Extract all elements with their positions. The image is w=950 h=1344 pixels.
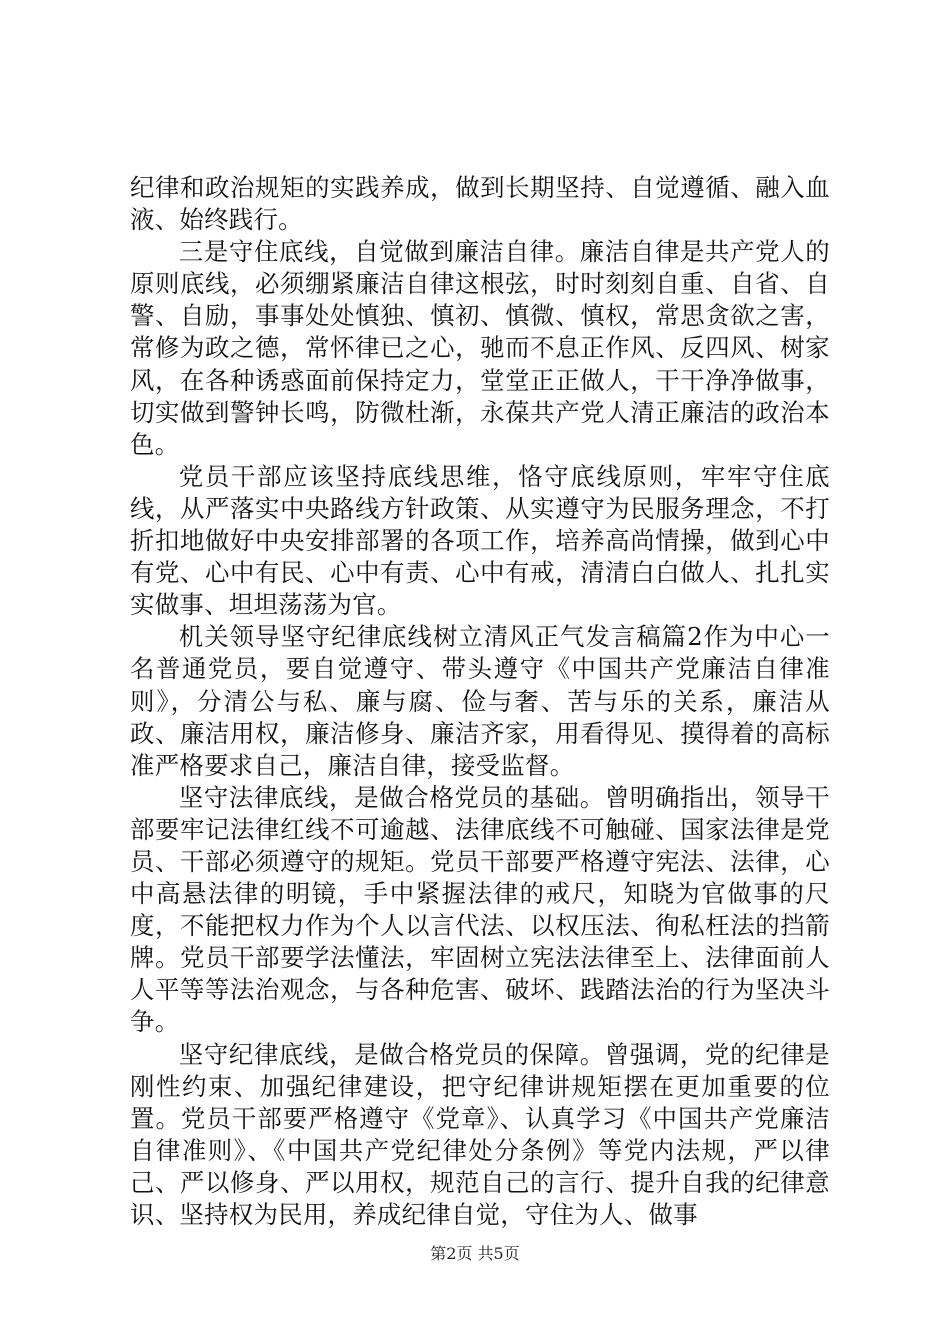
paragraph-4: 机关领导坚守纪律底线树立清风正气发言稿篇2作为中心一名普通党员，要自觉遵守、带头遵守《中国共产党廉洁自律准则》，分清公与私、廉与腐、俭与奢、苦与乐的关系，廉洁从政、廉洁用权，廉洁修身、廉洁齐家，用看得见、摸得着的高标准严格要求自己，廉洁自律，接受监督。: [130, 622, 830, 780]
document-body: [130, 172, 830, 1231]
paragraph-1: 纪律和政治规矩的实践养成，做到长期坚持、自觉遵循、融入血液、始终践行。: [130, 173, 830, 235]
page-footer: 第2页 共5页: [430, 1244, 520, 1263]
paragraph-6: 坚守纪律底线，是做合格党员的保障。曾强调，党的纪律是刚性约束、加强纪律建设，把守纪律讲规矩摆在更加重要的位置。党员干部要严格遵守《党章》、认真学习《中国共产党廉洁自律准则》、《中国共产党纪律处分条例》等党内法规，严以律己、严以修身、严以用权，规范自己的言行、提升自我的纪律意识、坚持权为民用，养成纪律自觉，守住为人、做事: [130, 1039, 830, 1229]
paragraph-3: 党员干部应该坚持底线思维，恪守底线原则，牢牢守住底线，从严落实中央路线方针政策、从实遵守为民服务理念，不打折扣地做好中央安排部署的各项工作，培养高尚情操，做到心中有党、心中有民、心中有责、心中有戒，清清白白做人、扎扎实实做事、坦坦荡荡为官。: [130, 461, 830, 620]
paragraph-2: 三是守住底线，自觉做到廉洁自律。廉洁自律是共产党人的原则底线，必须绷紧廉洁自律这根弦，时时刻刻自重、自省、自警、自励，事事处处慎独、慎初、慎微、慎权，常思贪欲之害，常修为政之德，常怀律已之心，驰而不息正作风、反四风、树家风，在各种诱惑面前保持定力，堂堂正正做人，干干净净做事，切实做到警钟长鸣，防微杜渐，永葆共产党人清正廉洁的政治本色。: [130, 237, 830, 459]
paragraph-5: 坚守法律底线，是做合格党员的基础。曾明确指出，领导干部要牢记法律红线不可逾越、法律底线不可触碰、国家法律是党员、干部必须遵守的规矩。党员干部要严格遵守宪法、法律，心中高悬法律的明镜，手中紧握法律的戒尺，知晓为官做事的尺度，不能把权力作为个人以言代法、以权压法、徇私枉法的挡箭牌。党员干部要学法懂法，牢固树立宪法法律至上、法律面前人人平等等法治观念，与各种危害、破坏、践踏法治的行为坚决斗争。: [130, 782, 830, 1037]
